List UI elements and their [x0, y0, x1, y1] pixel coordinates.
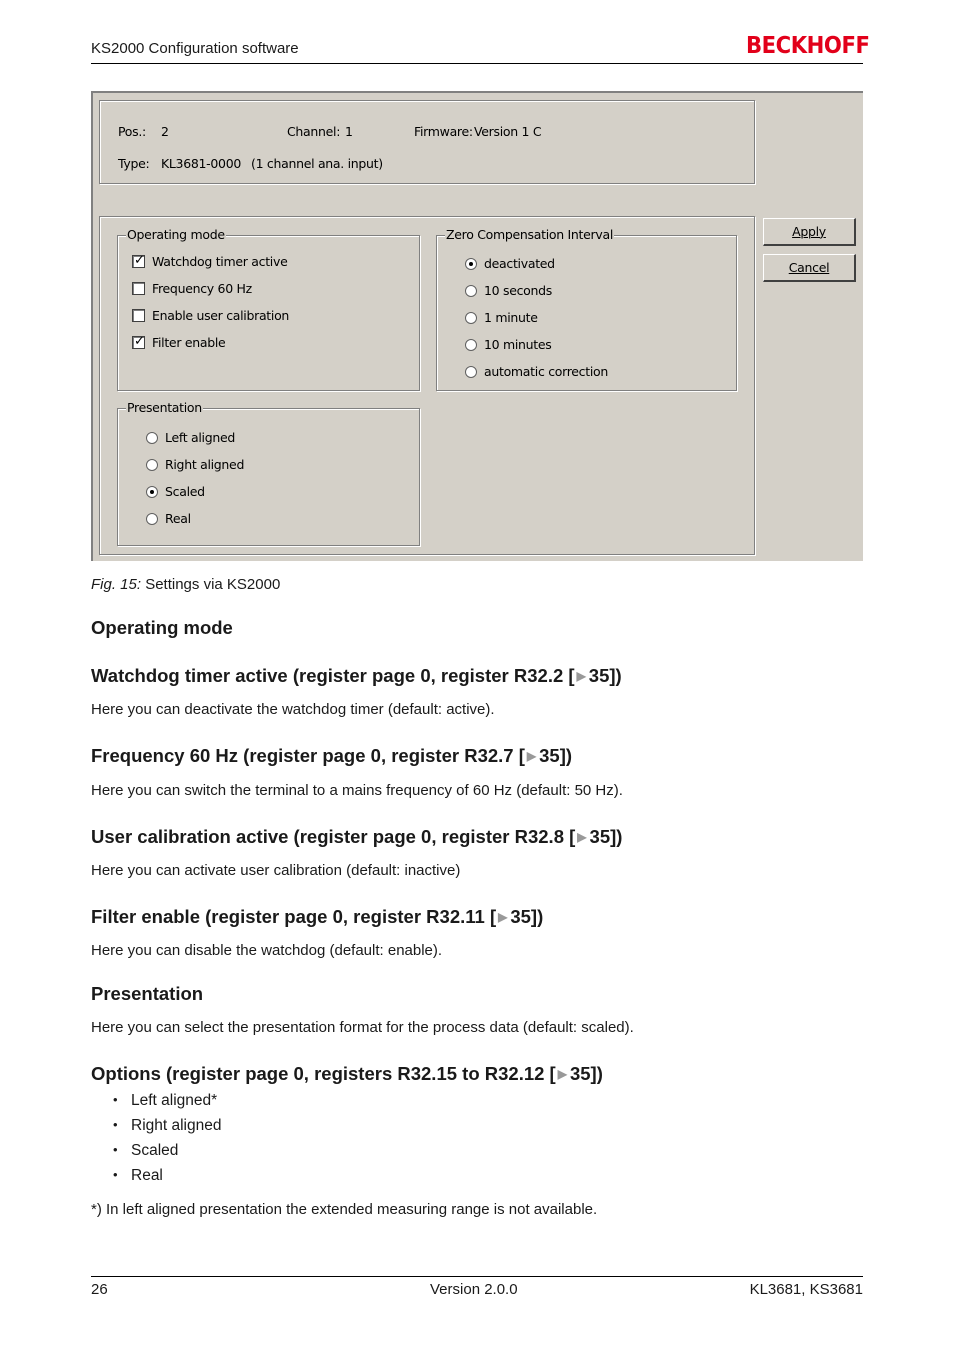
presentation-right-aligned-radio[interactable]: [146, 457, 244, 472]
presentation-group: [117, 400, 420, 546]
radio-label: Real: [165, 511, 191, 526]
heading-text: User calibration active (register page 0, register R32.8 [: [91, 826, 576, 847]
type-description: (1 channel ana. input): [251, 156, 383, 171]
presentation-scaled-radio[interactable]: [146, 484, 205, 499]
heading-text: Options (register page 0, registers R32.15 to R32.12 [: [91, 1063, 556, 1084]
radio-label: 10 minutes: [484, 337, 552, 352]
channel-label: Channel:: [287, 124, 341, 139]
page-number: 26: [91, 1281, 108, 1298]
radio-circle[interactable]: [146, 432, 158, 444]
list-item: • Scaled: [113, 1142, 221, 1167]
zero-comp-10-seconds-radio[interactable]: [465, 283, 552, 298]
radio-dot-icon: [150, 490, 154, 494]
check-mark-icon: ✓: [134, 334, 145, 349]
frequency-60hz-checkbox[interactable]: [132, 281, 252, 296]
radio-circle[interactable]: [465, 366, 477, 378]
page-ref-link[interactable]: 35]): [510, 906, 544, 927]
checkbox-box[interactable]: [132, 255, 145, 268]
checkbox-label: Watchdog timer active: [152, 254, 288, 269]
radio-label: 1 minute: [484, 310, 538, 325]
list-item: • Real: [113, 1167, 221, 1192]
radio-label: Right aligned: [165, 457, 245, 472]
radio-circle[interactable]: [465, 312, 477, 324]
footer-product: KL3681, KS3681: [749, 1281, 863, 1298]
link-arrow-icon: ▶: [576, 669, 586, 683]
options-list: [113, 1092, 221, 1192]
zero-comp-10-minutes-radio[interactable]: [465, 337, 551, 352]
radio-circle[interactable]: [465, 258, 477, 270]
page-ref-link[interactable]: 35]): [569, 1063, 603, 1084]
page-ref-link[interactable]: 35]): [589, 826, 623, 847]
presentation-heading: Presentation: [91, 983, 204, 1004]
info-panel: [99, 100, 755, 184]
radio-circle[interactable]: [465, 339, 477, 351]
firmware-value: Version 1 C: [474, 124, 542, 139]
operating-mode-heading: Operating mode: [91, 617, 233, 638]
operating-mode-legend: Operating mode: [127, 227, 225, 242]
radio-circle[interactable]: [465, 285, 477, 297]
watchdog-checkbox[interactable]: [132, 254, 287, 269]
checkbox-box[interactable]: [132, 336, 145, 349]
watchdog-body: Here you can deactivate the watchdog timer (default: active).: [91, 701, 495, 718]
cancel-button[interactable]: [763, 254, 856, 282]
checkbox-label: Filter enable: [152, 335, 226, 350]
header-rule: [91, 63, 863, 64]
user-calibration-body: Here you can activate user calibration (default: inactive): [91, 862, 461, 879]
list-item: • Right aligned: [113, 1117, 221, 1142]
frequency-heading: [91, 745, 572, 767]
apply-label: Apply: [792, 224, 826, 239]
footer-version: Version 2.0.0: [430, 1281, 518, 1298]
user-calibration-checkbox[interactable]: [132, 308, 289, 323]
filter-heading: [91, 906, 543, 928]
link-arrow-icon: ▶: [557, 1067, 567, 1081]
user-calibration-heading: [91, 826, 622, 848]
link-arrow-icon: ▶: [577, 830, 587, 844]
radio-label: Scaled: [165, 484, 205, 499]
filter-body: Here you can disable the watchdog (default: enable).: [91, 942, 443, 959]
radio-circle[interactable]: [146, 486, 158, 498]
heading-text: Frequency 60 Hz (register page 0, register R32.7 [: [91, 745, 525, 766]
figure-caption: [91, 576, 280, 593]
watchdog-heading: [91, 665, 622, 687]
figure-number: Fig. 15:: [91, 576, 142, 593]
zero-comp-1-minute-radio[interactable]: [465, 310, 538, 325]
type-label: Type:: [118, 156, 150, 171]
filter-enable-checkbox[interactable]: [132, 335, 225, 350]
channel-value: 1: [345, 124, 353, 139]
figure-text: Settings via KS2000: [145, 576, 281, 593]
checkbox-label: Enable user calibration: [152, 308, 290, 323]
ks2000-settings-dialog: [91, 91, 863, 561]
presentation-body: Here you can select the presentation format for the process data (default: scaled).: [91, 1019, 634, 1036]
list-item: • Left aligned*: [113, 1092, 221, 1117]
page-ref-link[interactable]: 35]): [588, 665, 622, 686]
options-note: *) In left aligned presentation the extended measuring range is not available.: [91, 1201, 598, 1218]
footer-rule: [91, 1276, 863, 1277]
radio-circle[interactable]: [146, 459, 158, 471]
zero-comp-deactivated-radio[interactable]: [465, 256, 555, 271]
radio-circle[interactable]: [146, 513, 158, 525]
presentation-legend: Presentation: [127, 400, 202, 415]
checkbox-label: Frequency 60 Hz: [152, 281, 252, 296]
options-heading: [91, 1063, 603, 1085]
heading-text: Filter enable (register page 0, register R32.11 [: [91, 906, 497, 927]
link-arrow-icon: ▶: [526, 749, 537, 763]
type-value: KL3681-0000: [161, 156, 241, 171]
link-arrow-icon: ▶: [498, 910, 508, 924]
presentation-left-aligned-radio[interactable]: [146, 430, 235, 445]
page-ref-link[interactable]: 35]): [539, 745, 573, 766]
radio-label: 10 seconds: [484, 283, 552, 298]
cancel-label: Cancel: [788, 260, 830, 275]
radio-label: Left aligned: [165, 430, 235, 445]
checkbox-box[interactable]: [132, 309, 145, 322]
heading-text: Watchdog timer active (register page 0, register R32.2 [: [91, 665, 575, 686]
operating-mode-group: [117, 227, 420, 391]
radio-label: automatic correction: [484, 364, 608, 379]
radio-label: deactivated: [484, 256, 555, 271]
zero-comp-automatic-radio[interactable]: [465, 364, 608, 379]
beckhoff-logo: BECKHOFF: [746, 33, 870, 59]
pos-label: Pos.:: [118, 124, 146, 139]
apply-button[interactable]: [763, 218, 856, 246]
firmware-label: Firmware:: [414, 124, 473, 139]
zero-compensation-group: [436, 227, 737, 391]
check-mark-icon: ✓: [134, 253, 145, 268]
radio-dot-icon: [469, 262, 473, 266]
header-title: KS2000 Configuration software: [91, 40, 299, 57]
settings-panel: [99, 216, 755, 555]
presentation-real-radio[interactable]: [146, 511, 191, 526]
pos-value: 2: [161, 124, 169, 139]
checkbox-box[interactable]: [132, 282, 145, 295]
frequency-body: Here you can switch the terminal to a mains frequency of 60 Hz (default: 50 Hz).: [91, 782, 623, 799]
zero-compensation-legend: Zero Compensation Interval: [446, 227, 613, 242]
